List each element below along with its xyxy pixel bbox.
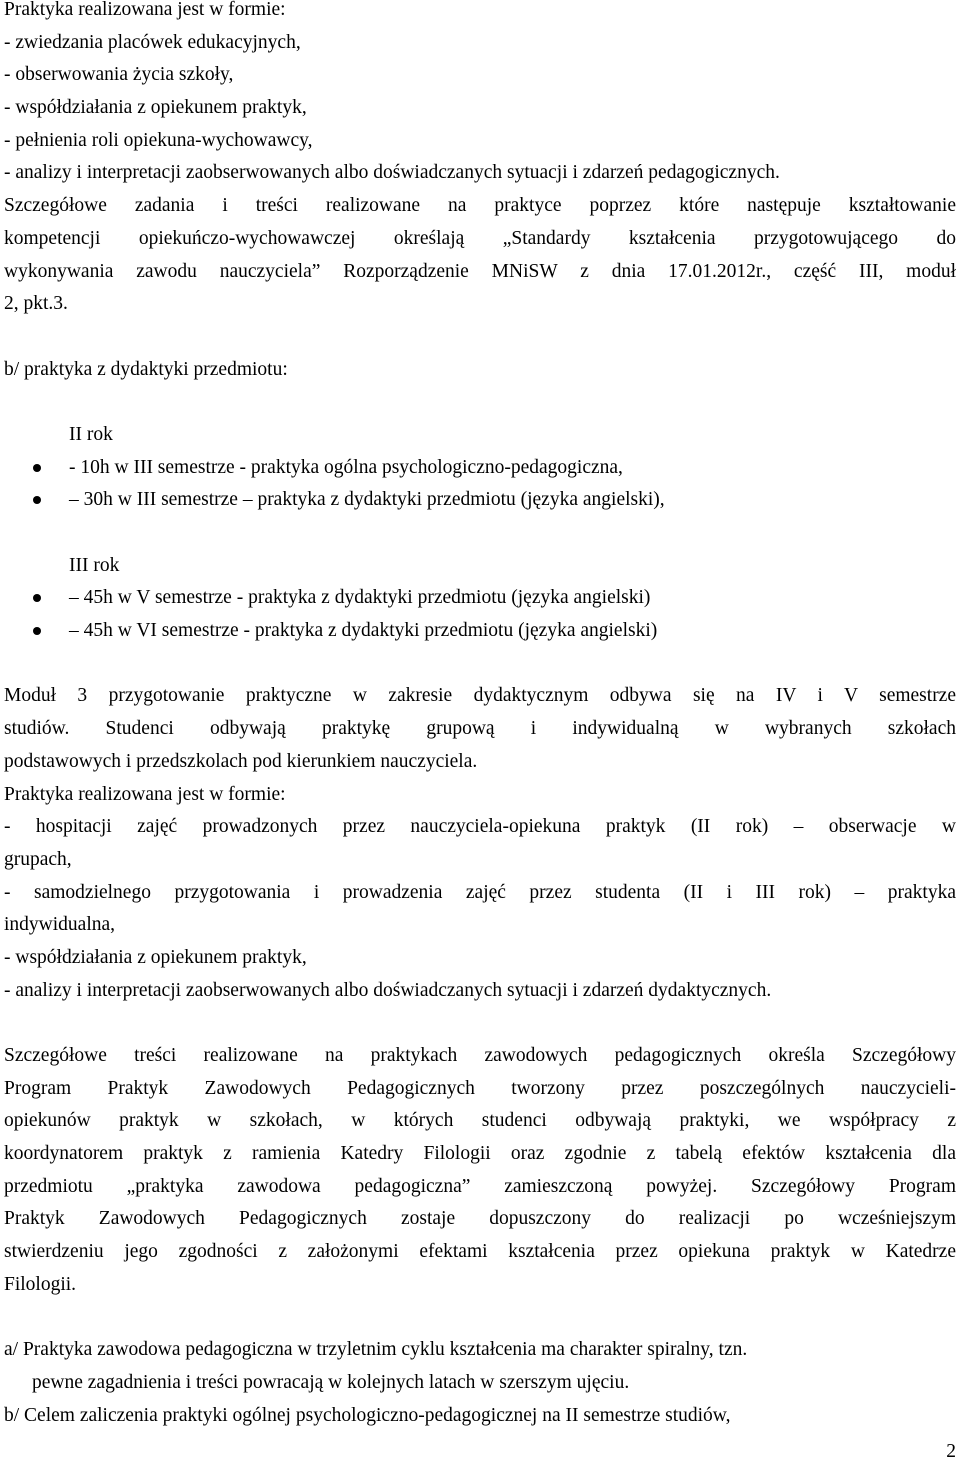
paragraph-line: koordynatorem praktyk z ramienia Katedry Filologii oraz zgodnie z tabelą efektów kształcenia dla xyxy=(4,1143,956,1165)
paragraph-line: Praktyk Zawodowych Pedagogicznych zostaje dopuszczony do realizacji po wcześniejszym xyxy=(4,1208,956,1230)
bullet-item: - 10h w III semestrze - praktyka ogólna psychologiczno-pedagogiczna, xyxy=(4,452,956,485)
bullet-icon xyxy=(33,627,41,635)
list-item: - pełnienia roli opiekuna-wychowawcy, xyxy=(4,129,313,151)
bullet-item: – 45h w V semestrze - praktyka z dydaktyki przedmiotu (języka angielski) xyxy=(4,582,956,615)
paragraph-line: a/ Praktyka zawodowa pedagogiczna w trzyletnim cyklu kształcenia ma charakter spiralny, tzn. xyxy=(4,1339,748,1361)
list-item: - analizy i interpretacji zaobserwowanych albo doświadczanych sytuacji i zdarzeń pedagogicznych. xyxy=(4,162,780,184)
year-label: II rok xyxy=(69,423,113,445)
document-page xyxy=(4,0,956,1432)
list-item: - obserwowania życia szkoły, xyxy=(4,64,234,86)
paragraph-line: stwierdzeniu jego zgodności z założonymi efektami kształcenia przez opiekuna praktyk w Katedrze xyxy=(4,1241,956,1263)
form-intro: Praktyka realizowana jest w formie: xyxy=(4,0,286,20)
form-intro: Praktyka realizowana jest w formie: xyxy=(4,783,286,805)
paragraph-line: przedmiotu „praktyka zawodowa pedagogiczna” zamieszczoną powyżej. Szczegółowy Program xyxy=(4,1175,956,1197)
paragraph-line: wykonywania zawodu nauczyciela” Rozporządzenie MNiSW z dnia 17.01.2012r., część III, moduł xyxy=(4,260,956,282)
paragraph-line: opiekunów praktyk w szkołach, w których studenci odbywają praktyki, we współpracy z xyxy=(4,1110,956,1132)
paragraph-line: Szczegółowe treści realizowane na praktykach zawodowych pedagogicznych określa Szczegółowy xyxy=(4,1045,956,1066)
list-item: - współdziałania z opiekunem praktyk, xyxy=(4,97,307,119)
bullet-item: – 45h w VI semestrze - praktyka z dydaktyki przedmiotu (języka angielski) xyxy=(4,615,956,648)
page-number: 2 xyxy=(946,1441,956,1462)
year-label: III rok xyxy=(69,554,120,576)
paragraph-line: Szczegółowe zadania i treści realizowane na praktyce poprzez które następuje kształtowanie xyxy=(4,195,956,217)
section-heading: b/ praktyka z dydaktyki przedmiotu: xyxy=(4,358,288,380)
bullet-icon xyxy=(33,594,41,602)
paragraph-line: studiów. Studenci odbywają praktykę grupową i indywidualną w wybranych szkołach xyxy=(4,718,956,740)
list-item: - współdziałania z opiekunem praktyk, xyxy=(4,946,307,968)
paragraph-line: 2, pkt.3. xyxy=(4,293,68,315)
list-item-continuation: grupach, xyxy=(4,848,72,870)
list-item: - hospitacji zajęć prowadzonych przez nauczyciela-opiekuna praktyk (II rok) – obserwacje w xyxy=(4,816,956,838)
paragraph-line: pewne zagadnienia i treści powracają w kolejnych latach w szerszym ujęciu. xyxy=(32,1371,630,1393)
bullet-item: – 30h w III semestrze – praktyka z dydaktyki przedmiotu (języka angielski), xyxy=(4,484,956,517)
paragraph-line: Program Praktyk Zawodowych Pedagogicznych tworzony przez poszczególnych nauczycieli- xyxy=(4,1077,956,1099)
list-item: - samodzielnego przygotowania i prowadzenia zajęć przez studenta (II i III rok) – praktyka xyxy=(4,881,956,903)
paragraph-line: Moduł 3 przygotowanie praktyczne w zakresie dydaktycznym odbywa się na IV i V semestrze xyxy=(4,685,956,707)
bullet-icon xyxy=(33,496,41,504)
paragraph-line: kompetencji opiekuńczo-wychowawczej określają „Standardy kształcenia przygotowującego do xyxy=(4,227,956,249)
bullet-icon xyxy=(33,464,41,472)
list-item-continuation: indywidualna, xyxy=(4,914,116,936)
list-item: - analizy i interpretacji zaobserwowanych albo doświadczanych sytuacji i zdarzeń dydaktycznych. xyxy=(4,979,772,1001)
list-item: - zwiedzania placówek edukacyjnych, xyxy=(4,31,301,53)
paragraph-line: b/ Celem zaliczenia praktyki ogólnej psychologiczno-pedagogicznej na II semestrze studiów, xyxy=(4,1404,731,1426)
paragraph-line: Filologii. xyxy=(4,1273,77,1295)
paragraph-line: podstawowych i przedszkolach pod kierunkiem nauczyciela. xyxy=(4,750,478,772)
